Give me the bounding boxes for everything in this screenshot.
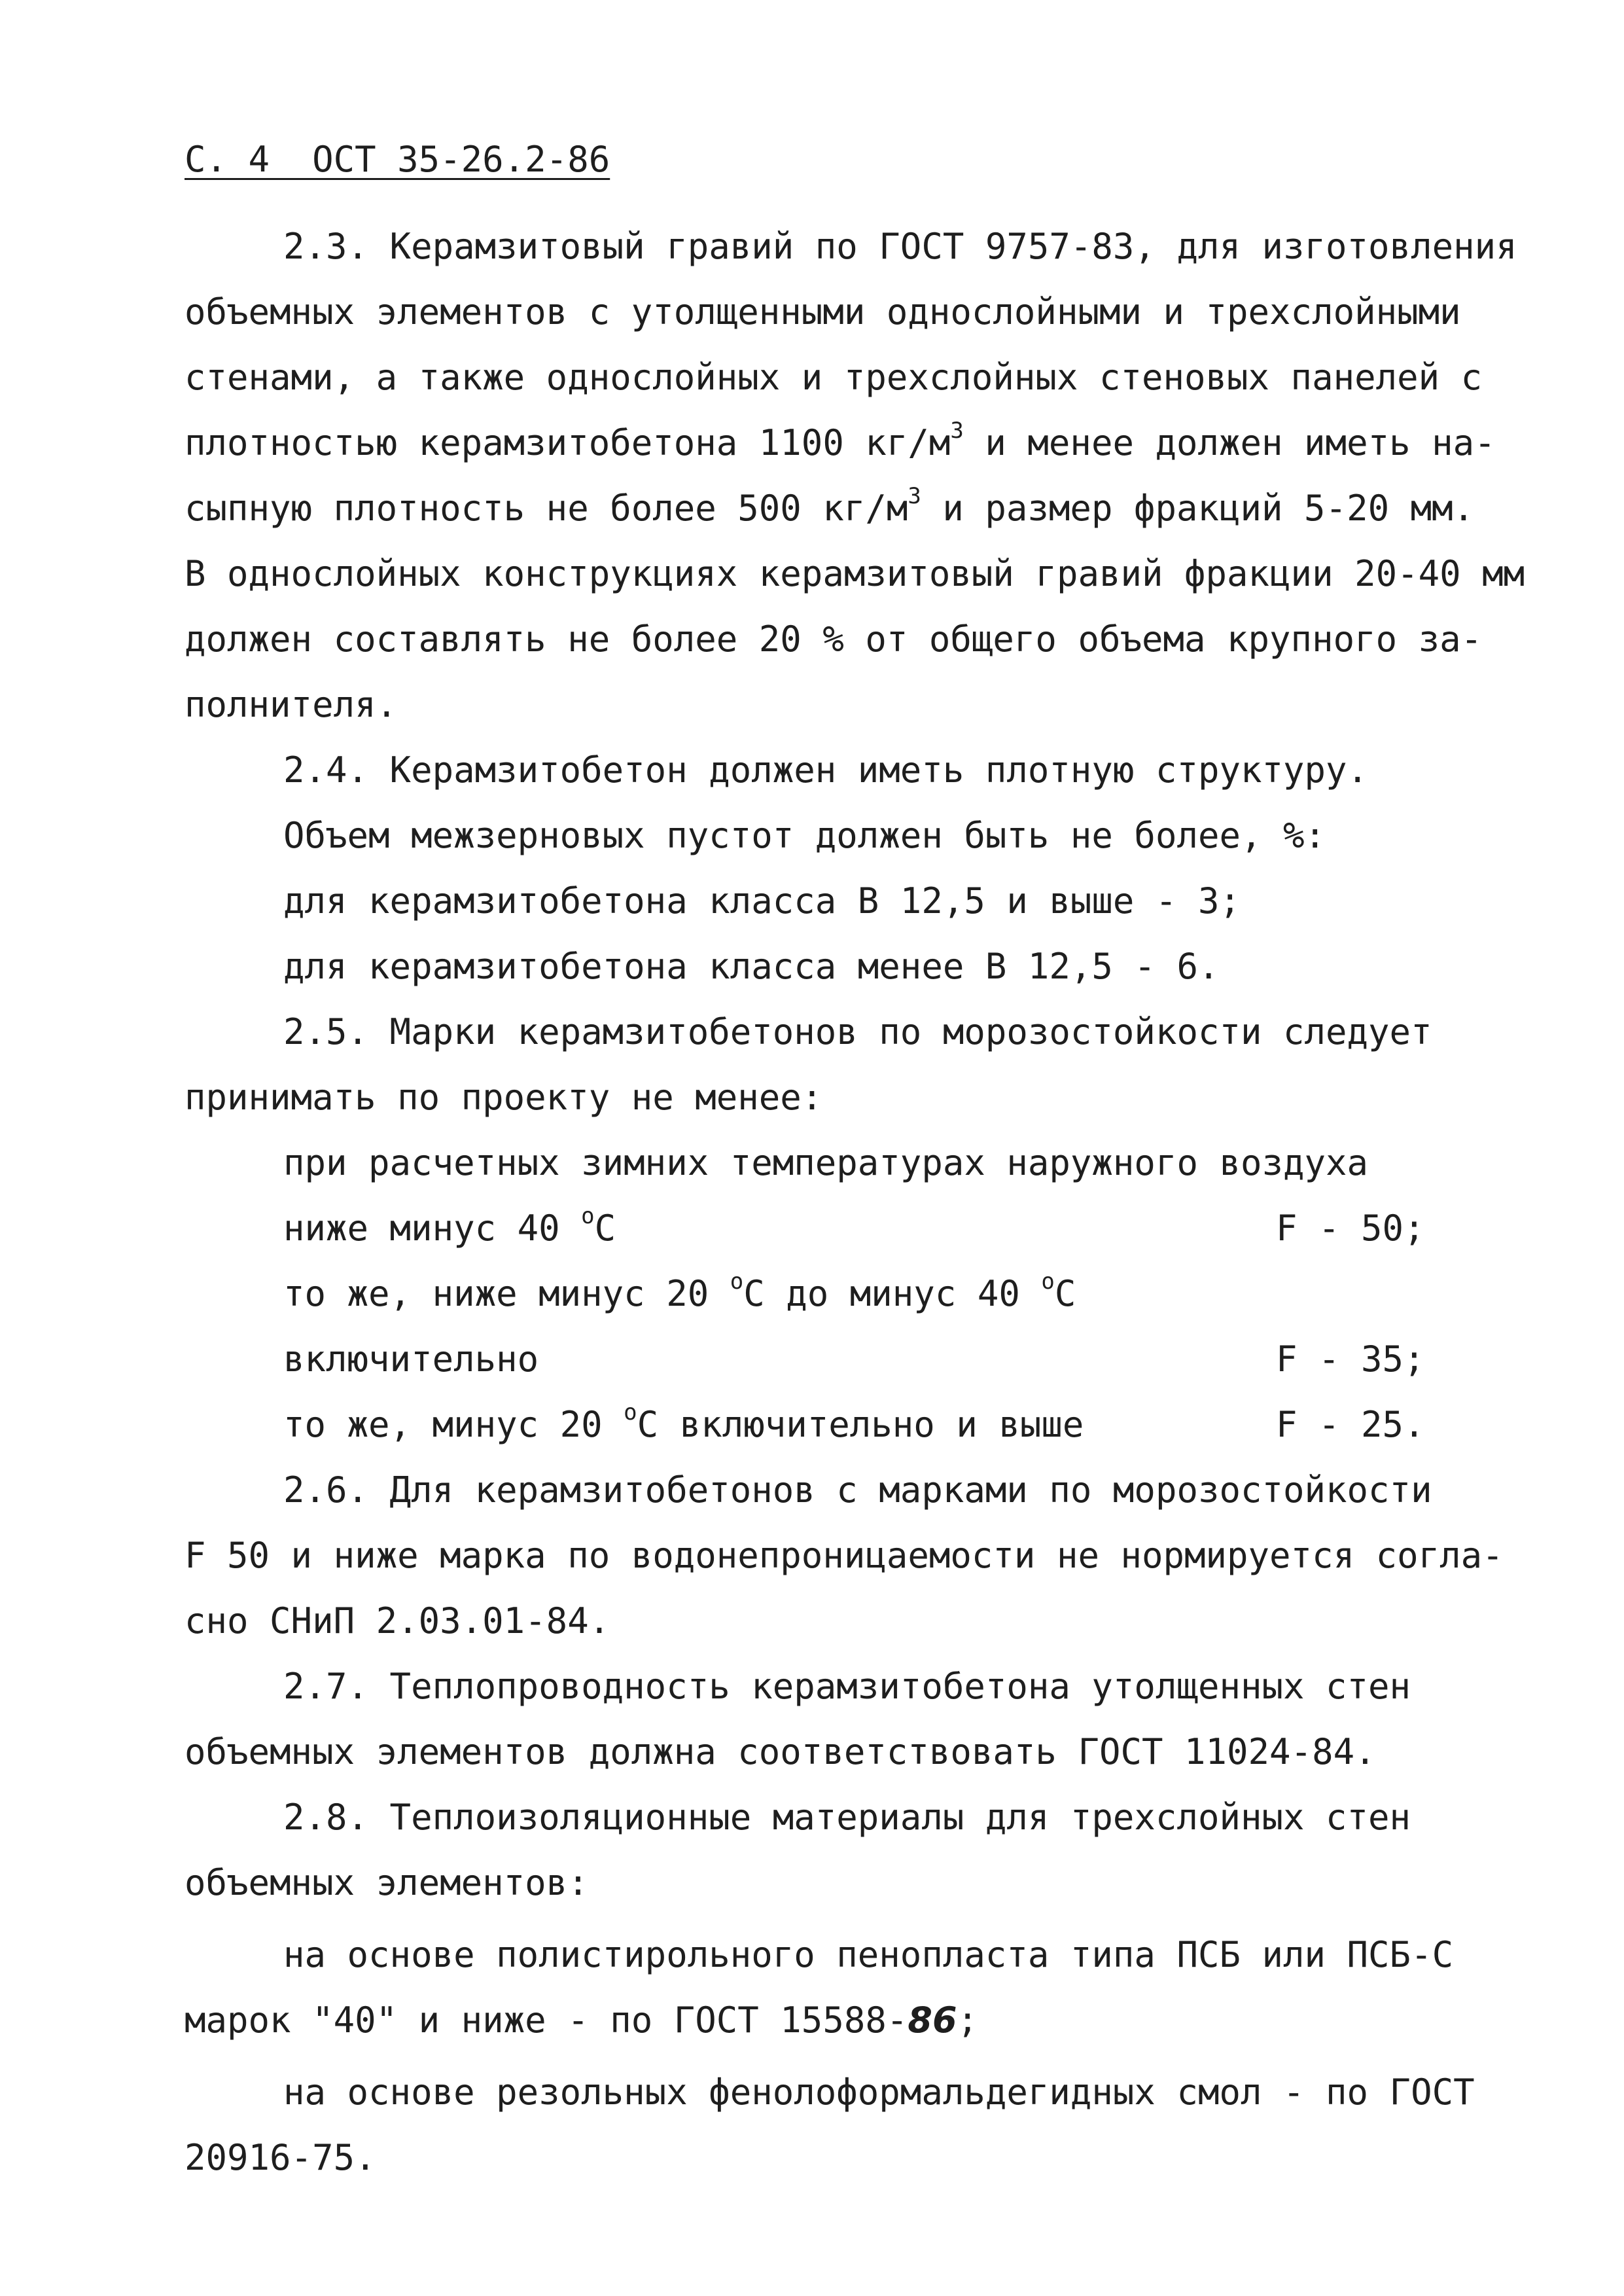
section-2-8-line-4: марок "40" и ниже - по ГОСТ 15588-86; (185, 2000, 979, 2041)
page-header: С. 4 ОСТ 35-26.2-86 (185, 139, 610, 180)
section-2-8-line-2: объемных элементов: (185, 1862, 589, 1903)
section-2-5-line-5: то же, ниже минус 20 $^о$С до минус 40 $^о$С (283, 1268, 1076, 1314)
section-2-4-line-1: 2.4. Керамзитобетон должен иметь плотную структуру. (283, 749, 1369, 791)
section-2-7-line-2: объемных элементов должна соответствовать ГОСТ 11024-84. (185, 1731, 1376, 1772)
section-2-3-line-2: объемных элементов с утолщенными однослойными и трехслойными (185, 291, 1461, 332)
section-2-4-line-4: для керамзитобетона класса менее В 12,5 - 6. (283, 946, 1220, 987)
frost-grade-value-2: F - 35; (1276, 1338, 1425, 1380)
section-2-5-line-4: ниже минус 40 $^о$С (283, 1203, 616, 1249)
section-2-4-line-2: Объем межзерновых пустот должен быть не более, %: (283, 815, 1326, 856)
section-2-8-line-6: 20916-75. (185, 2137, 376, 2178)
degree-sign: о (624, 1399, 637, 1426)
section-2-5-line-2: принимать по проекту не менее: (185, 1077, 823, 1118)
degree-sign: о (581, 1203, 595, 1229)
section-2-8-line-5: на основе резольных фенолоформальдегидных смол - по ГОСТ (283, 2072, 1475, 2113)
section-2-3-line-3: стенами, а также однослойных и трехслойных стеновых панелей с (185, 357, 1483, 398)
handwritten-year-correction: 86 (908, 2000, 957, 2041)
section-2-5-line-3: при расчетных зимних температурах наружного воздуха (283, 1142, 1369, 1183)
frost-grade-value-1: F - 50; (1276, 1208, 1425, 1249)
degree-sign: о (1041, 1268, 1055, 1295)
section-2-5-line-6: включительно (283, 1338, 539, 1380)
section-2-3-line-8: полнителя. (185, 684, 398, 725)
section-2-5-line-7: то же, минус 20 $^о$С включительно и выше (283, 1399, 1084, 1445)
section-2-8-line-3: на основе полистирольного пенопласта типа ПСБ или ПСБ-С (283, 1934, 1454, 1975)
section-2-3-line-4: плотностью керамзитобетона 1100 $кг/м^3$ и менее должен иметь на- (185, 418, 1496, 463)
degree-sign: о (730, 1268, 744, 1295)
section-2-6-line-1: 2.6. Для керамзитобетонов с марками по морозостойкости (283, 1469, 1432, 1511)
section-2-3-line-1: 2.3. Керамзитовый гравий по ГОСТ 9757-83, для изготовления (283, 226, 1517, 267)
section-2-6-line-3: сно СНиП 2.03.01-84. (185, 1600, 610, 1641)
section-2-7-line-1: 2.7. Теплопроводность керамзитобетона утолщенных стен (283, 1666, 1411, 1707)
superscript: 3 (908, 483, 921, 509)
superscript: 3 (950, 418, 964, 444)
section-2-3-line-5: сыпную плотность не более 500 $кг/м^3$ и размер фракций 5-20 мм. (185, 483, 1475, 529)
section-2-8-line-1: 2.8. Теплоизоляционные материалы для трехслойных стен (283, 1797, 1411, 1838)
frost-grade-value-3: F - 25. (1276, 1404, 1425, 1445)
section-2-4-line-3: для керамзитобетона класса В 12,5 и выше - 3; (283, 880, 1241, 922)
section-2-3-line-6: В однослойных конструкциях керамзитовый гравий фракции 20-40 мм (185, 553, 1525, 594)
section-2-5-line-1: 2.5. Марки керамзитобетонов по морозостойкости следует (283, 1011, 1432, 1052)
section-2-6-line-2: F 50 и ниже марка по водонепроницаемости не нормируется согла- (185, 1535, 1504, 1576)
section-2-3-line-7: должен составлять не более 20 % от общего объема крупного за- (185, 619, 1483, 660)
